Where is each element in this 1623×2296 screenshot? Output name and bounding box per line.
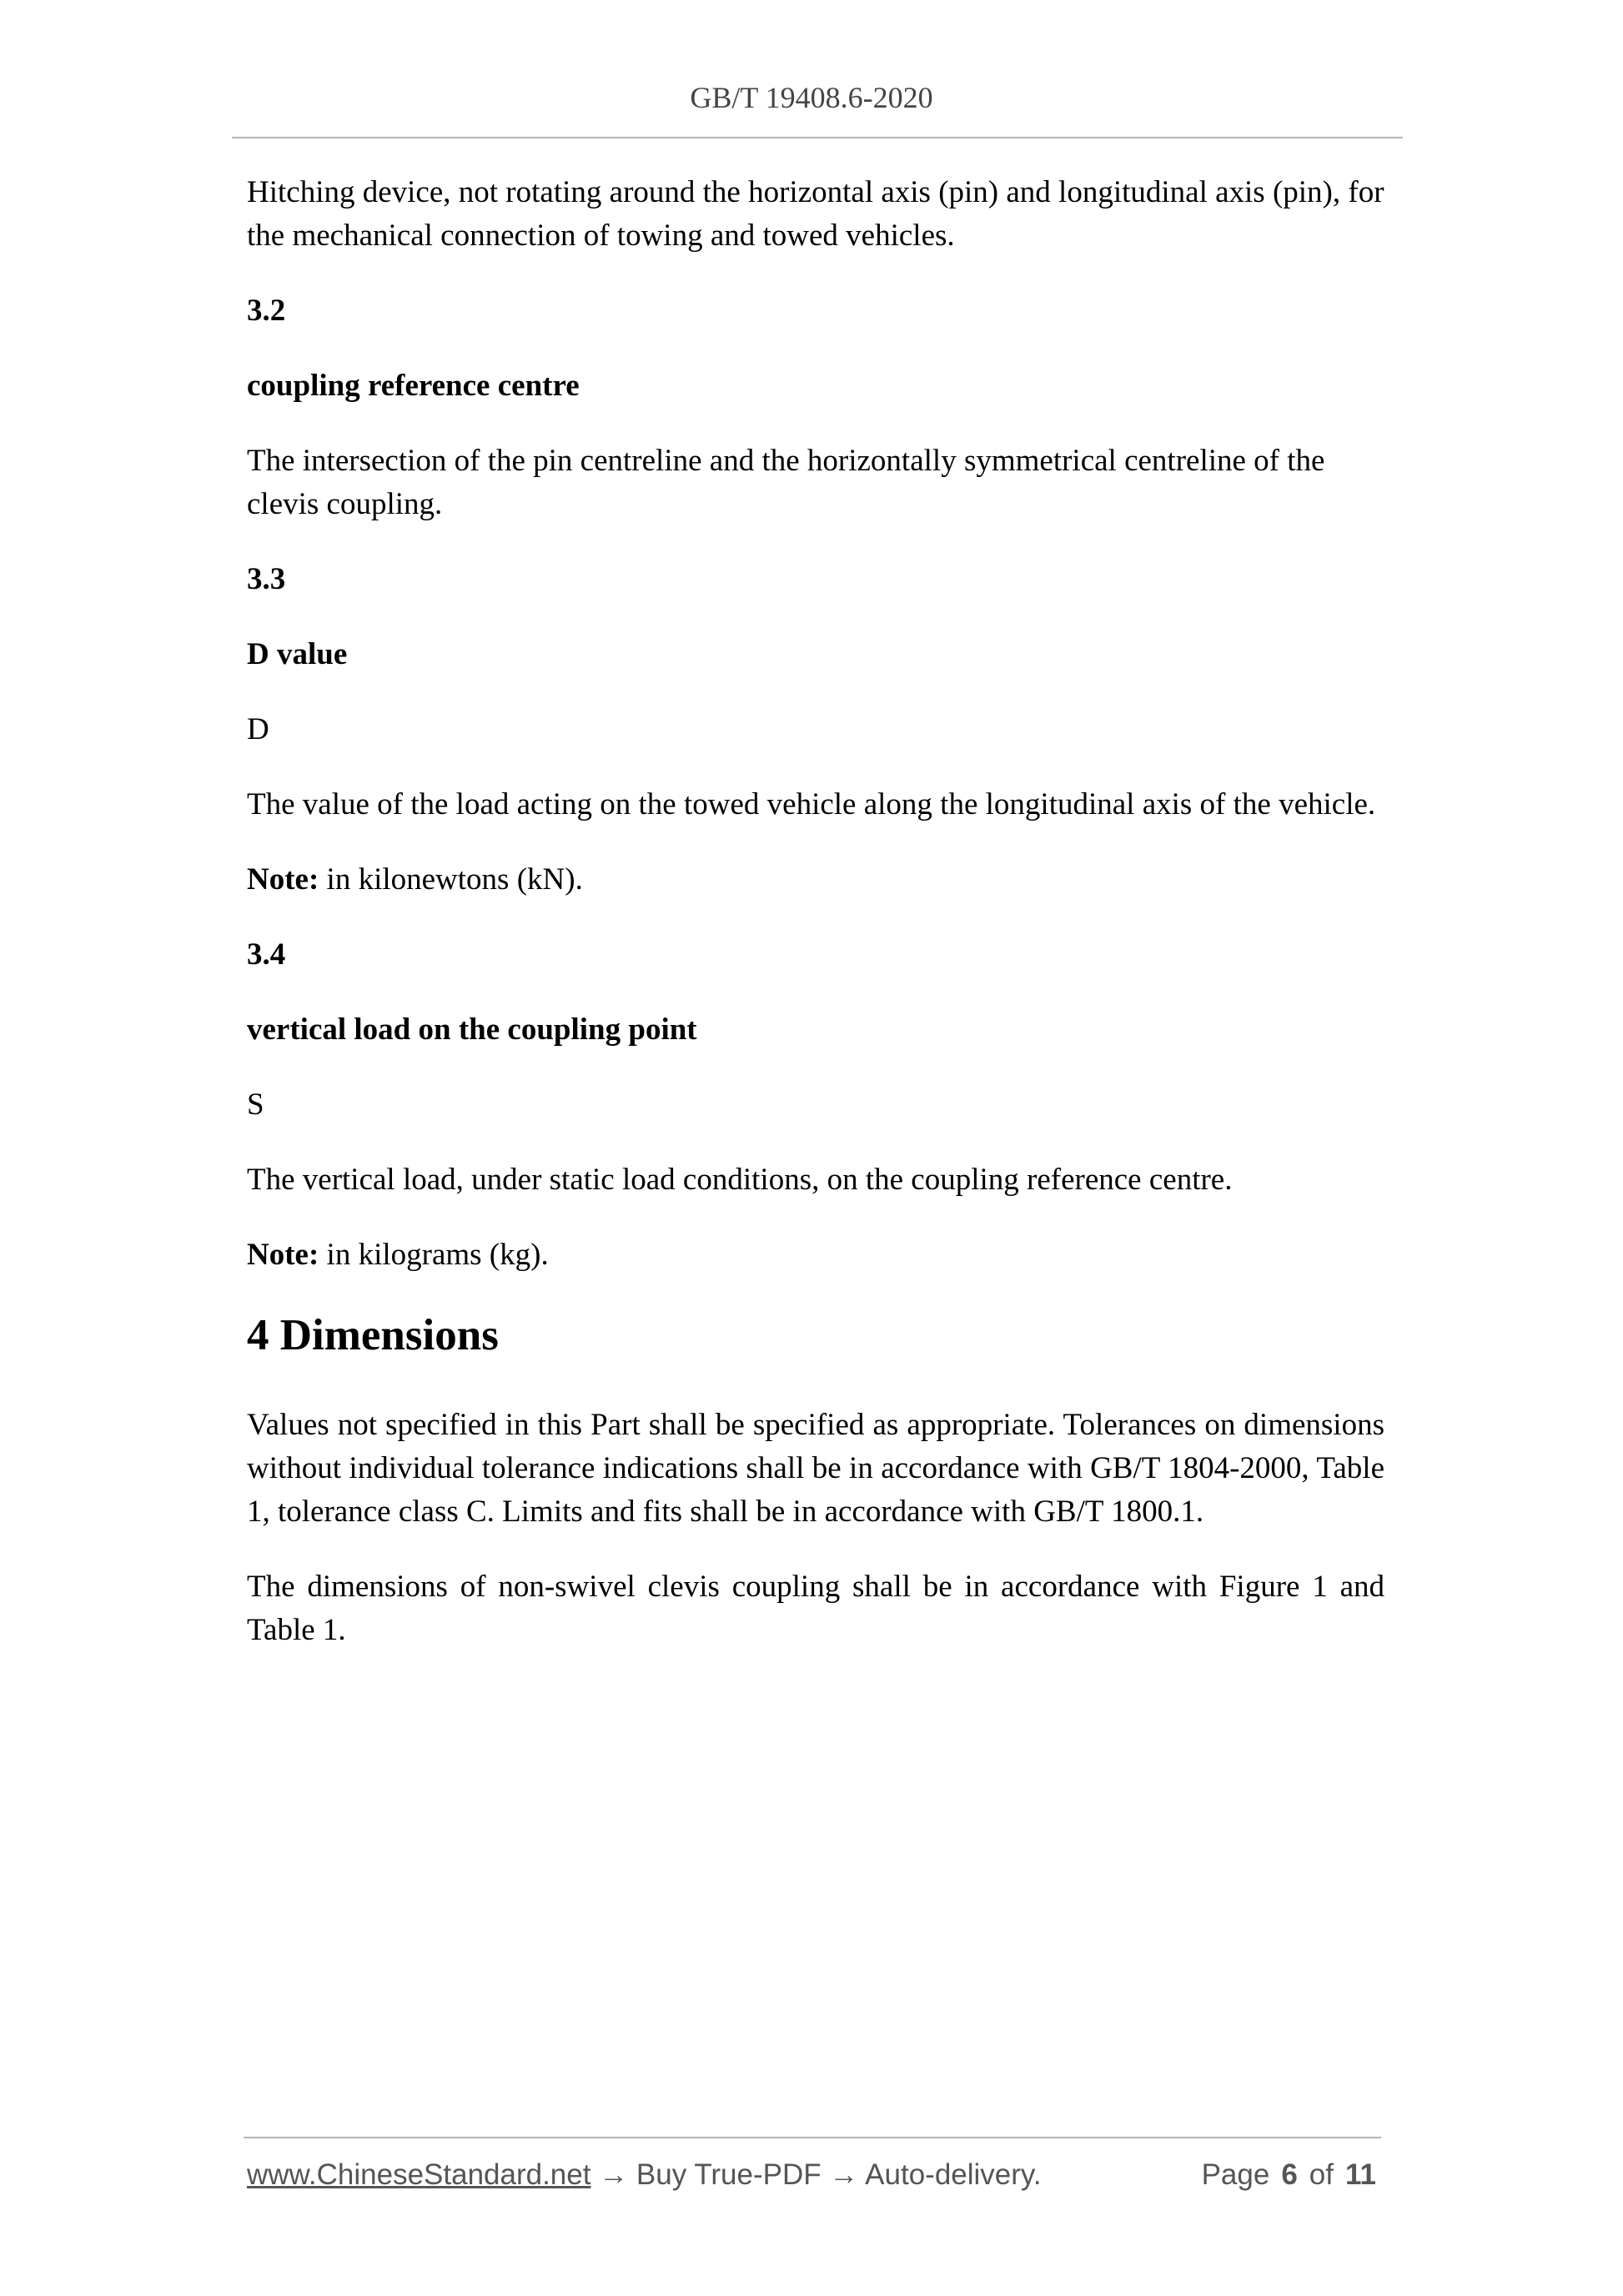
section-heading-dimensions: 4 Dimensions	[247, 1311, 499, 1359]
note-label: Note:	[247, 1238, 319, 1272]
intro-paragraph: Hitching device, not rotating around the horizontal axis (pin) and longitudinal axis (pin), for the mechanical connection of towing and towed vehicles.	[247, 175, 1384, 253]
term-title-3-4: vertical load on the coupling point	[247, 1012, 697, 1047]
term-note-3-4	[247, 1233, 1384, 1277]
page-label: Page	[1201, 2158, 1270, 2191]
dimensions-paragraph-2: The dimensions of non-swivel clevis coupling shall be in accordance with Figure 1 and Table 1.	[247, 1570, 1384, 1647]
footer-promo	[247, 2158, 1042, 2192]
term-title-3-3: D value	[247, 637, 348, 671]
term-title-3-2: coupling reference centre	[247, 369, 580, 403]
website-link[interactable]: www.ChineseStandard.net	[247, 2158, 591, 2191]
document-body	[247, 171, 1384, 1684]
page-total: 11	[1345, 2158, 1376, 2191]
page-of-label: of	[1309, 2158, 1334, 2191]
term-definition-3-3: The value of the load acting on the towed vehicle along the longitudinal axis of the vehicle.	[247, 787, 1376, 821]
term-definition-3-2: The intersection of the pin centreline and the horizontally symmetrical centreline of the clevis coupling.	[247, 444, 1325, 521]
term-number-3-2: 3.2	[247, 294, 286, 328]
term-symbol-3-4: S	[247, 1088, 264, 1122]
note-text: in kilograms (kg).	[319, 1238, 549, 1272]
page-header-title: GB/T 19408.6-2020	[690, 81, 933, 114]
note-label: Note:	[247, 862, 319, 897]
footer-tagline: → Buy True-PDF → Auto-delivery.	[590, 2158, 1042, 2191]
term-symbol-3-3: D	[247, 712, 269, 746]
header-divider	[232, 137, 1403, 138]
term-number-3-4: 3.4	[247, 937, 286, 972]
page-indicator	[1202, 2158, 1376, 2192]
note-text: in kilonewtons (kN).	[319, 862, 583, 897]
dimensions-paragraph-1: Values not specified in this Part shall be specified as appropriate. Tolerances on dimensions without individual tolerance indications shall be in accordance with GB/T 1804-2000, Table 1, tolerance class C. Limits and fits shall be in accordance with GB/T 1800.1.	[247, 1408, 1384, 1529]
term-number-3-3: 3.3	[247, 562, 286, 596]
footer-divider	[244, 2137, 1381, 2138]
page-current: 6	[1281, 2158, 1298, 2191]
term-definition-3-4: The vertical load, under static load conditions, on the coupling reference centre.	[247, 1163, 1233, 1197]
term-note-3-3	[247, 858, 1384, 902]
